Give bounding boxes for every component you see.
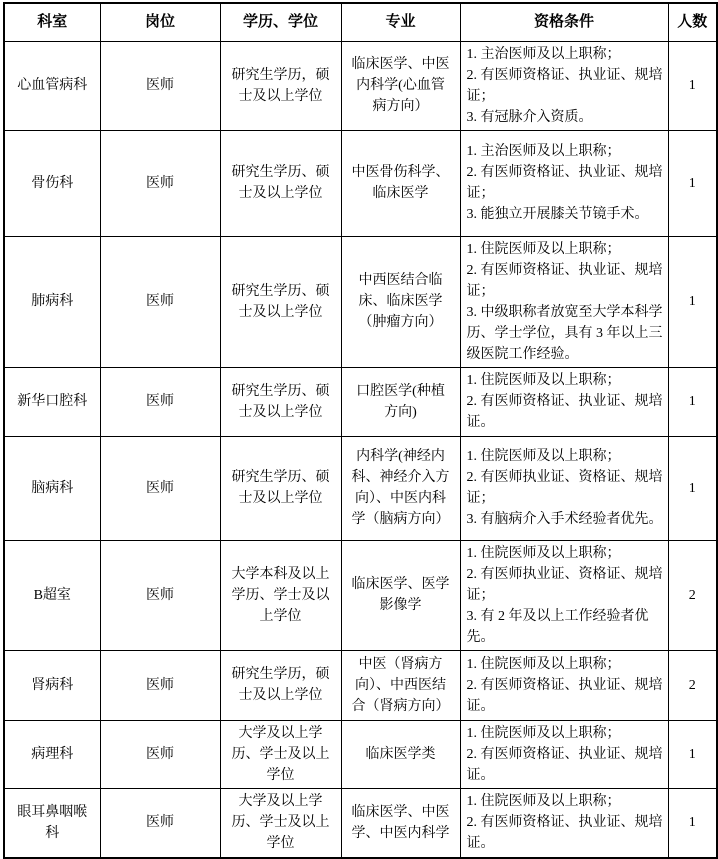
qualification-list [467, 370, 664, 433]
header-row [4, 3, 717, 41]
header-qualifications: 资格条件 [460, 3, 668, 41]
cell-qualifications [460, 436, 668, 540]
cell-department: 眼耳鼻咽喉科 [4, 788, 100, 858]
cell-major: 临床医学类 [341, 720, 460, 788]
header-position: 岗位 [100, 3, 220, 41]
cell-qualifications [460, 367, 668, 436]
cell-education: 大学及以上学历、学士及以上学位 [220, 788, 341, 858]
qualification-list [467, 723, 664, 786]
table-row [4, 41, 717, 130]
qualification-item: 3. 中级职称者放宽至大学本科学历、学士学位，具有 3 年以上三级医院工作经验。 [466, 304, 663, 362]
cell-education: 研究生学历，硕士及以上学位 [220, 41, 341, 130]
table-row [4, 130, 717, 236]
qualification-item: 3. 有冠脉介入资质。 [466, 109, 593, 125]
cell-count: 2 [668, 540, 717, 650]
qualification-item: 3. 有脑病介入手术经验者优先。 [466, 512, 663, 527]
header-department: 科室 [4, 3, 100, 41]
cell-education: 大学及以上学历、学士及以上学位 [220, 720, 341, 788]
cell-department: 心血管病科 [4, 41, 100, 130]
header-major: 专业 [341, 3, 460, 41]
recruitment-table [3, 2, 718, 859]
cell-department: 病理科 [4, 720, 100, 788]
cell-major: 中医（肾病方向）、中西医结合（肾病方向） [341, 650, 460, 720]
cell-count: 1 [668, 788, 717, 858]
qualification-item: 1. 住院医师及以上职称； [466, 241, 621, 257]
table-row [4, 720, 717, 788]
table-row [4, 540, 717, 650]
qualification-item: 2. 有医师执业证、资格证、规培证； [466, 470, 663, 506]
qualification-item: 1. 住院医师及以上职称； [466, 725, 621, 741]
cell-position: 医师 [100, 788, 220, 858]
qualification-item: 1. 主治医师及以上职称； [466, 144, 621, 159]
table-header [4, 3, 717, 41]
cell-count: 1 [668, 130, 717, 236]
cell-position: 医师 [100, 650, 220, 720]
cell-position: 医师 [100, 436, 220, 540]
qualification-item: 2. 有医师资格证、执业证、规培证。 [466, 677, 663, 714]
cell-qualifications [460, 720, 668, 788]
cell-department: B超室 [4, 540, 100, 650]
cell-position: 医师 [100, 720, 220, 788]
cell-education: 研究生学历、硕士及以上学位 [220, 130, 341, 236]
qualification-item: 2. 有医师资格证、执业证、规培证。 [466, 815, 663, 852]
qualification-item: 2. 有医师资格证、执业证、规培证。 [466, 746, 663, 783]
qualification-item: 1. 主治医师及以上职称； [466, 46, 621, 62]
cell-qualifications [460, 788, 668, 858]
table-row [4, 788, 717, 858]
qualification-item: 3. 能独立开展膝关节镜手术。 [466, 207, 649, 222]
cell-education: 大学本科及以上学历、学士及以上学位 [220, 540, 341, 650]
table-body [4, 41, 717, 858]
cell-major: 中西医结合临床、临床医学（肿瘤方向） [341, 236, 460, 367]
qualification-list [467, 141, 664, 225]
qualification-item: 1. 住院医师及以上职称； [466, 656, 621, 672]
cell-count: 1 [668, 41, 717, 130]
cell-qualifications [460, 650, 668, 720]
cell-qualifications [460, 540, 668, 650]
qualification-item: 2. 有医师资格证、执业证、规培证； [466, 262, 663, 299]
qualification-item: 2. 有医师资格证、执业证、规培证。 [466, 394, 663, 430]
cell-position: 医师 [100, 41, 220, 130]
cell-major: 临床医学、医学影像学 [341, 540, 460, 650]
header-count: 人数 [668, 3, 717, 41]
cell-major: 口腔医学(种植方向) [341, 367, 460, 436]
cell-major: 临床医学、中医内科学(心血管病方向） [341, 41, 460, 130]
qualification-item: 1. 住院医师及以上职称； [466, 373, 621, 388]
cell-department: 骨伤科 [4, 130, 100, 236]
qualification-item: 1. 住院医师及以上职称； [466, 794, 621, 810]
qualification-item: 2. 有医师资格证、执业证、规培证； [466, 165, 663, 201]
cell-qualifications [460, 130, 668, 236]
cell-position: 医师 [100, 367, 220, 436]
cell-count: 1 [668, 367, 717, 436]
cell-count: 2 [668, 650, 717, 720]
cell-department: 肺病科 [4, 236, 100, 367]
table-row [4, 236, 717, 367]
qualification-item: 2. 有医师资格证、执业证、规培证； [466, 67, 663, 104]
cell-education: 研究生学历，硕士及以上学位 [220, 650, 341, 720]
cell-major: 临床医学、中医学、中医内科学 [341, 788, 460, 858]
qualification-list [467, 543, 664, 648]
qualification-item: 1. 住院医师及以上职称； [466, 545, 621, 561]
cell-count: 1 [668, 236, 717, 367]
qualification-item: 3. 有 2 年及以上工作经验者优先。 [466, 608, 649, 645]
qualification-list [467, 239, 664, 365]
table-row [4, 436, 717, 540]
qualification-list [467, 446, 664, 530]
qualification-item: 1. 住院医师及以上职称； [466, 449, 621, 464]
cell-department: 新华口腔科 [4, 367, 100, 436]
qualification-item: 2. 有医师执业证、资格证、规培证； [466, 566, 663, 603]
qualification-list [467, 791, 664, 854]
header-education: 学历、学位 [220, 3, 341, 41]
cell-department: 肾病科 [4, 650, 100, 720]
cell-qualifications [460, 41, 668, 130]
cell-qualifications [460, 236, 668, 367]
cell-position: 医师 [100, 130, 220, 236]
cell-major: 中医骨伤科学、临床医学 [341, 130, 460, 236]
cell-education: 研究生学历、硕士及以上学位 [220, 236, 341, 367]
cell-major: 内科学(神经内科、神经介入方向）、中医内科学（脑病方向） [341, 436, 460, 540]
cell-position: 医师 [100, 540, 220, 650]
cell-education: 研究生学历、硕士及以上学位 [220, 367, 341, 436]
cell-department: 脑病科 [4, 436, 100, 540]
table-row [4, 650, 717, 720]
cell-education: 研究生学历、硕士及以上学位 [220, 436, 341, 540]
cell-count: 1 [668, 436, 717, 540]
cell-count: 1 [668, 720, 717, 788]
qualification-list [467, 654, 664, 717]
cell-position: 医师 [100, 236, 220, 367]
qualification-list [467, 44, 664, 128]
table-row [4, 367, 717, 436]
